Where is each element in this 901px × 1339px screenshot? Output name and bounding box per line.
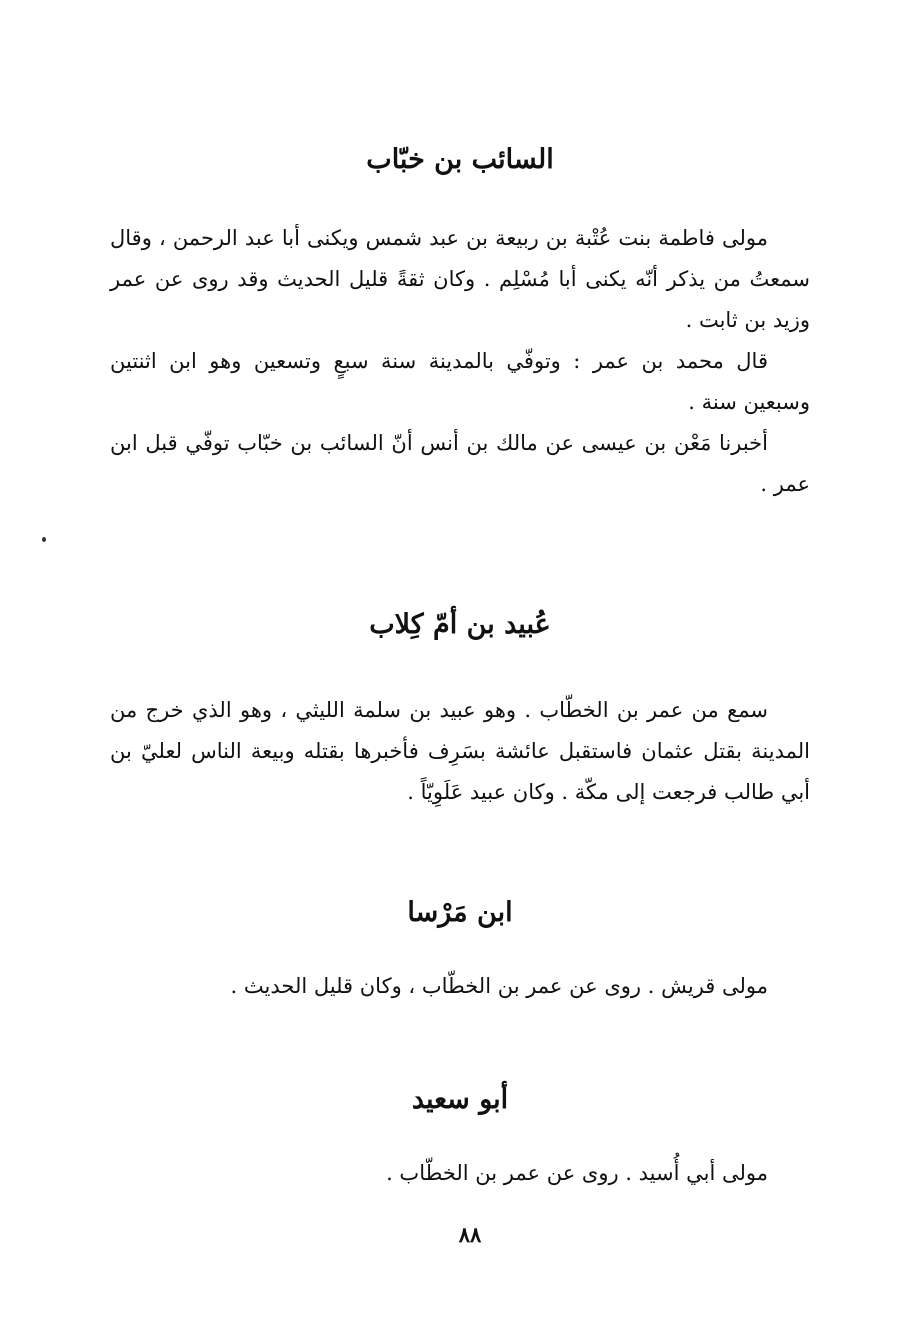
section-title-abu-said: أبو سعيد: [411, 1084, 509, 1115]
section-title-ubaid: عُبيد بن أمّ كِلاب: [369, 609, 551, 640]
section-body-al-saib: [110, 218, 810, 505]
section-body-ubaid: [110, 690, 810, 813]
paragraph: مولى أبي أُسيد . روى عن عمر بن الخطّاب .: [386, 1161, 768, 1185]
paragraph: أخبرنا مَعْن بن عيسى عن مالك بن أنس أنّ السائب بن خبّاب توفّي قبل ابن عمر .: [110, 431, 810, 496]
paragraph: مولى قريش . روى عن عمر بن الخطّاب ، وكان قليل الحديث .: [230, 974, 768, 998]
section-body-ibn-marsa: [110, 966, 810, 1007]
paragraph: مولى فاطمة بنت عُتْبة بن ربيعة بن عبد شمس ويكنى أبا عبد الرحمن ، وقال سمعتُ من يذكر أنّه يكنى أبا مُسْلِم . وكان ثقةً قليل الحديث وقد روى عن عمر وزيد بن ثابت .: [110, 226, 810, 332]
section-title-al-saib: السائب بن خبّاب: [366, 144, 554, 175]
paragraph: قال محمد بن عمر : وتوفّي بالمدينة سنة سبعٍ وتسعين وهو ابن اثنتين وسبعين سنة .: [110, 349, 810, 414]
section-title-ibn-marsa: ابن مَرْسا: [407, 897, 513, 928]
page-number: ٨٨: [458, 1222, 482, 1247]
section-body-abu-said: [110, 1153, 810, 1194]
paragraph: سمع من عمر بن الخطّاب . وهو عبيد بن سلمة الليثي ، وهو الذي خرج من المدينة بقتل عثمان فاستقبل عائشة بسَرِف فأخبرها بقتله وبيعة الناس لعليّ بن أبي طالب فرجعت إلى مكّة . وكان عبيد عَلَوِيّاً .: [110, 698, 810, 804]
ink-speck: [42, 537, 46, 542]
